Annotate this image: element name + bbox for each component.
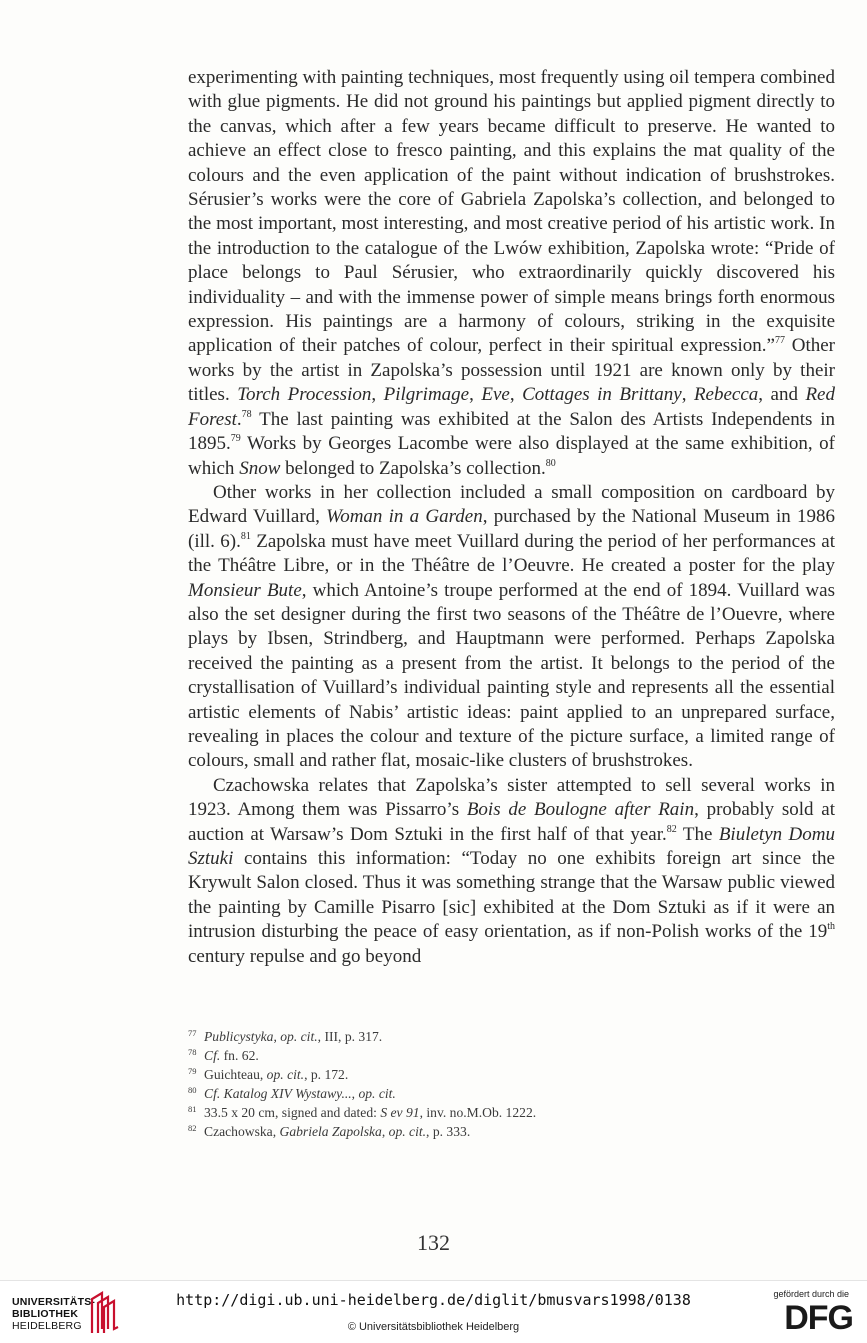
text-run: , and [758,384,806,406]
footnote-ref: 77 [774,335,785,347]
paragraph-2 [188,481,835,774]
footnote-80: 80 Cf. Katalog XIV Wystawy..., op. cit. [188,1085,396,1101]
italic-title: Bois de Boulogne after Rain [466,799,695,821]
text-run: Other works by the artist in Zapolska’s possession until 1921 are known only by their titles. [188,335,835,406]
footnote-ref: 81 [240,530,251,542]
text-run: , purchased by the National Museum in 1986 (ill. 6). [188,506,835,552]
text-run: fn. 62. [220,1048,259,1063]
text-run: Guichteau, [204,1067,267,1082]
text-run: Czachowska, [204,1124,280,1139]
italic-title: Cottages in Brittany [522,384,682,406]
text-run: , III, p. 317. [317,1029,383,1044]
text-run: , p. 172. [304,1067,349,1082]
text-run: , p. 333. [426,1124,471,1139]
footnote-82: 82 Czachowska, Gabriela Zapolska, op. cit., p. 333. [188,1123,471,1139]
italic-title: op. cit. [358,1086,396,1101]
permalink-url[interactable]: http://digi.ub.uni-heidelberg.de/diglit/bmusvars1998/0138 [176,1291,691,1309]
paragraph-3 [188,774,835,969]
italic-title: Torch Procession [237,384,372,406]
footnote-77: 77 Publicystyka, op. cit., III, p. 317. [188,1028,383,1044]
copyright-notice: © Universitätsbibliothek Heidelberg [347,1321,520,1333]
italic-title: Gabriela Zapolska [279,1124,382,1139]
footnote-ref: 82 [666,823,677,835]
text-run: The [676,823,719,845]
italic-title: Red Forest [188,384,835,430]
text-run: , [371,384,384,406]
footnote-79: 79 Guichteau, op. cit., p. 172. [188,1066,349,1082]
library-name-line-3: HEIDELBERG [12,1320,82,1332]
dfg-logo: DFG [784,1299,853,1337]
italic-title: Woman in a Garden [326,506,483,528]
italic-title: Eve [481,384,510,406]
library-name-line-2: BIBLIOTHEK [12,1308,79,1320]
italic-title: Rebecca [693,384,759,406]
text-run: , inv. no.M.Ob. 1222. [419,1105,537,1120]
text-run: Other works in her collection included a small composition on cardboard by Edward Vuillard, [188,481,835,528]
library-name-line-1: UNIVERSITÄTS- [12,1296,96,1308]
italic-title: op. cit. [388,1124,427,1139]
footnote-ref: 80 [545,457,556,469]
text-run: . [236,408,242,430]
text-run: , [273,1029,281,1044]
italic-title: Publicystyka [204,1029,274,1044]
text-run: The last painting was exhibited at the Salon des Artists Independents in 1895. [188,408,835,455]
text-run: , probably sold at auction at Warsaw’s Dom Sztuki in the first half of that year. [188,799,835,845]
italic-title: S ev 91 [380,1105,420,1120]
footnotes [188,1027,835,1141]
footnote-ref: 79 [230,433,241,445]
funding-label: gefördert durch die [773,1289,849,1299]
italic-title: Monsieur Bute [188,579,302,601]
footnote-81: 81 33.5 x 20 cm, signed and dated: S ev 91, inv. no.M.Ob. 1222. [188,1104,537,1120]
viewer-footer [0,1280,867,1343]
italic-title: Snow [239,457,281,479]
text-run: Works by Georges Lacombe were also displayed at the same exhibition, of which [188,433,835,479]
paragraph-1 [188,66,835,481]
italic-title: op. cit. [280,1029,318,1044]
italic-title: Cf. Katalog XIV Wystawy... [204,1086,352,1101]
italic-title: op. cit. [266,1067,305,1082]
italic-title: Pilgrimage [383,384,470,406]
text-run: belonged to Zapolska’s collection. [280,457,546,479]
text-run: , [509,384,523,406]
body-text [188,66,835,969]
text-run: 33.5 x 20 cm, signed and dated: [204,1105,381,1120]
text-run: contains this information: “Today no one exhibits foreign art since the Krywult Salon closed. Thus it was something strange that the Warsaw public viewed the painting by Camille Pisarro [sic] exhibited at the Dom Sztuki as if it were an intrusion disturbing the peace of easy orientation, as if non-Polish works of the 19 [188,848,835,943]
page-number: 132 [417,1230,450,1255]
footnote-ref: 78 [241,408,252,420]
text-run: , which Antoine’s troupe performed at the end of 1894. Vuillard was also the set designer during the first two seasons of the Théâtre de l’Ouevre, where plays by Ibsen, Strindberg, and Hauptmann were performed. Perhaps Zapolska received the painting as a present from the artist. It belongs to the period of the crystallisation of Vuillard’s individual painting style and represents all the essential artistic elements of Nabis’ artistic ideas: paint applied to an unprepared surface, revealing in places the colour and texture of the picture surface, a limited range of colours, small and rather flat, mosaic-like clusters of brushstrokes. [188,579,835,772]
text-run: Zapolska must have meet Vuillard during the period of her performances at the Théâtre Libre, or in the Théâtre de l’Oeuvre. He created a poster for the play [188,530,835,577]
text-run: , [469,384,482,406]
text-run: century repulse and go beyond [188,945,422,967]
text-run: , [351,1086,359,1101]
text-run: Czachowska relates that Zapolska’s sister attempted to sell several works in 1923. Among them was Pissarro’s [188,774,835,821]
italic-title: Cf. [204,1048,221,1063]
text-run: , [381,1124,389,1139]
italic-title: Biuletyn Domu Sztuki [188,823,835,869]
footnote-78: 78 Cf. fn. 62. [188,1047,259,1063]
text-run: , [681,384,694,406]
text-run: experimenting with painting techniques, most frequently using oil tempera combined with glue pigments. He did not ground his paintings but applied pigment directly to the canvas, which after a few years became difficult to preserve. He wanted to achieve an effect close to fresco painting, and this explains the mat quality of the colours and the even application of the paint without indication of brushstrokes. Sérusier’s works were the core of Gabriela Zapolska’s collection, and belonged to the most important, most interesting, and most creative period of his artistic work. In the introduction to the catalogue of the Lwów exhibition, Zapolska wrote: “Pride of place belongs to Paul Sérusier, who extraordinarily quickly discovered his individuality – and with the immense power of simple means brings forth enormous expression. His paintings are a harmony of colours, striking in the exquisite application of their patches of colour, perfect in their spiritual expression.” [188,67,835,357]
footnote-ref: th [827,921,835,933]
